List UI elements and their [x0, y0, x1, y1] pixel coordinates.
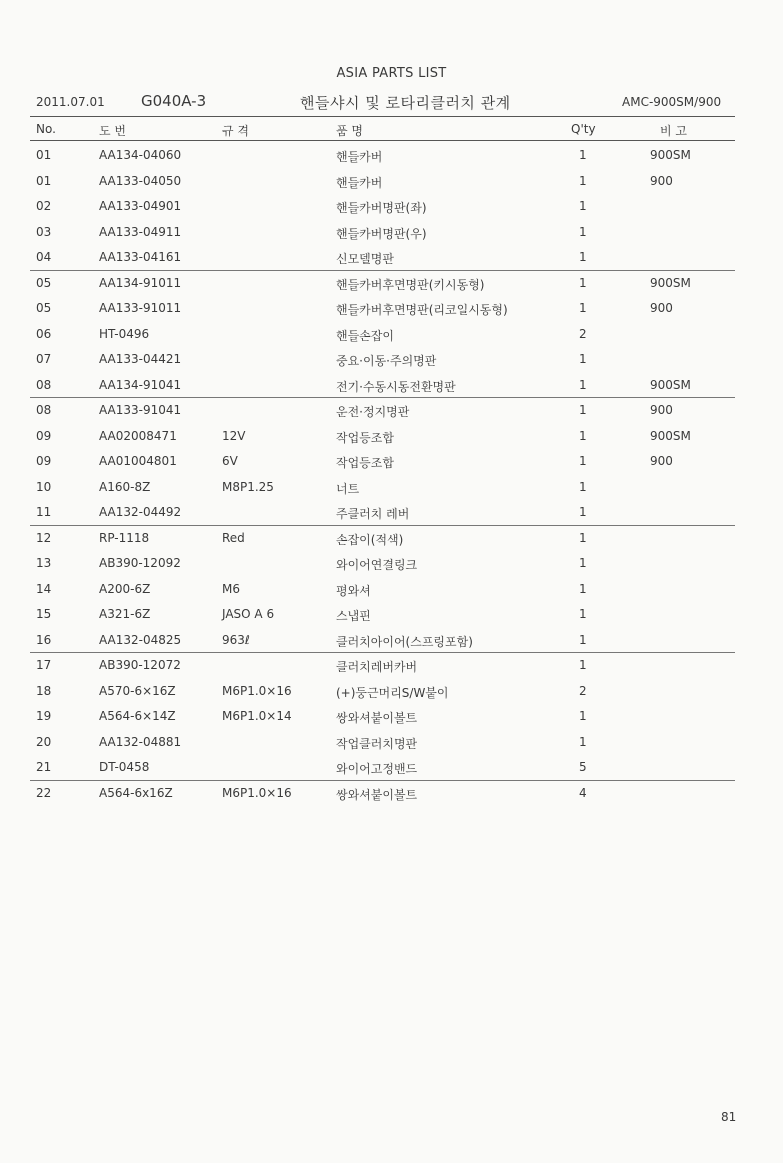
row-no-cell: 18: [36, 684, 52, 698]
row-note-cell: 900: [650, 403, 673, 417]
row-no-cell: 20: [36, 735, 52, 749]
row-name-cell: 너트: [336, 482, 360, 496]
document-date: 2011.07.01: [36, 95, 105, 109]
row-part-cell: AA133-04901: [99, 199, 182, 213]
group-divider: [30, 270, 735, 271]
row-no-cell: 08: [36, 403, 52, 417]
row-part-cell: A570-6×16Z: [99, 684, 176, 698]
row-part-cell: AA133-91011: [99, 301, 182, 315]
row-no-cell: 22: [36, 786, 52, 800]
row-spec-cell: M8P1.25: [222, 480, 274, 494]
row-no-cell: 15: [36, 607, 52, 621]
group-divider: [30, 780, 735, 781]
row-spec-cell: 6V: [222, 454, 238, 468]
row-part-cell: AA01004801: [99, 454, 177, 468]
row-qty-cell: 1: [579, 607, 587, 621]
row-part-cell: AA133-04161: [99, 250, 182, 264]
row-spec-cell: 963ℓ: [222, 633, 250, 647]
column-header-name: 품 명: [336, 124, 363, 138]
row-qty-cell: 1: [579, 480, 587, 494]
row-no-cell: 05: [36, 301, 52, 315]
row-no-cell: 07: [36, 352, 52, 366]
row-part-cell: AA133-04050: [99, 174, 182, 188]
row-no-cell: 01: [36, 174, 52, 188]
row-part-cell: A564-6×14Z: [99, 709, 176, 723]
row-qty-cell: 1: [579, 174, 587, 188]
row-qty-cell: 5: [579, 760, 587, 774]
row-no-cell: 08: [36, 378, 52, 392]
row-name-cell: 핸들손잡이: [336, 329, 394, 343]
row-name-cell: 핸들카버명판(좌): [336, 201, 427, 215]
column-header-part: 도 번: [99, 124, 126, 138]
row-qty-cell: 1: [579, 352, 587, 366]
row-qty-cell: 1: [579, 709, 587, 723]
header-rule-bottom: [30, 140, 735, 141]
row-no-cell: 09: [36, 429, 52, 443]
column-header-no: No.: [36, 122, 56, 136]
row-name-cell: 신모델명판: [336, 252, 394, 266]
row-name-cell: 핸들카버후면명판(키시동형): [336, 278, 485, 292]
row-note-cell: 900SM: [650, 429, 691, 443]
row-part-cell: AA133-04421: [99, 352, 182, 366]
row-part-cell: AA132-04881: [99, 735, 182, 749]
row-part-cell: AA133-91041: [99, 403, 182, 417]
row-part-cell: A200-6Z: [99, 582, 151, 596]
row-no-cell: 03: [36, 225, 52, 239]
row-name-cell: 클러치아이어(스프링포함): [336, 635, 473, 649]
row-part-cell: A564-6x16Z: [99, 786, 173, 800]
row-qty-cell: 1: [579, 148, 587, 162]
document-model: AMC-900SM/900: [622, 95, 722, 109]
row-part-cell: AA132-04492: [99, 505, 182, 519]
page-number: 81: [721, 1110, 737, 1124]
row-no-cell: 09: [36, 454, 52, 468]
row-spec-cell: 12V: [222, 429, 246, 443]
row-name-cell: 핸들카버: [336, 150, 383, 164]
row-part-cell: AA02008471: [99, 429, 177, 443]
row-qty-cell: 2: [579, 684, 587, 698]
row-qty-cell: 1: [579, 505, 587, 519]
row-qty-cell: 4: [579, 786, 587, 800]
row-part-cell: AA134-04060: [99, 148, 182, 162]
row-qty-cell: 1: [579, 582, 587, 596]
row-part-cell: AA132-04825: [99, 633, 182, 647]
row-qty-cell: 1: [579, 735, 587, 749]
row-name-cell: 작업등조합: [336, 431, 394, 445]
row-no-cell: 14: [36, 582, 52, 596]
row-spec-cell: Red: [222, 531, 245, 545]
row-spec-cell: M6: [222, 582, 240, 596]
row-name-cell: 클러치레버카버: [336, 660, 418, 674]
row-no-cell: 11: [36, 505, 52, 519]
row-note-cell: 900: [650, 454, 673, 468]
row-name-cell: 손잡이(적색): [336, 533, 404, 547]
row-note-cell: 900: [650, 174, 673, 188]
row-qty-cell: 1: [579, 276, 587, 290]
row-part-cell: AA134-91041: [99, 378, 182, 392]
row-name-cell: 와이어고정밴드: [336, 762, 418, 776]
document-title: ASIA PARTS LIST: [336, 66, 447, 81]
document-code: G040A-3: [141, 92, 207, 110]
row-name-cell: 작업등조합: [336, 456, 394, 470]
group-divider: [30, 397, 735, 398]
row-name-cell: 스냅핀: [336, 609, 371, 623]
row-no-cell: 04: [36, 250, 52, 264]
row-name-cell: 중요·이동·주의명판: [336, 354, 437, 368]
row-no-cell: 19: [36, 709, 52, 723]
group-divider: [30, 652, 735, 653]
row-no-cell: 17: [36, 658, 52, 672]
row-no-cell: 13: [36, 556, 52, 570]
column-header-spec: 규 격: [222, 124, 249, 138]
row-part-cell: AB390-12092: [99, 556, 181, 570]
row-qty-cell: 1: [579, 199, 587, 213]
row-part-cell: AA133-04911: [99, 225, 182, 239]
row-part-cell: A160-8Z: [99, 480, 151, 494]
row-part-cell: AB390-12072: [99, 658, 181, 672]
row-name-cell: 와이어연결링크: [336, 558, 418, 572]
row-no-cell: 06: [36, 327, 52, 341]
row-note-cell: 900: [650, 301, 673, 315]
row-qty-cell: 1: [579, 556, 587, 570]
row-part-cell: DT-0458: [99, 760, 150, 774]
row-name-cell: 핸들카버후면명판(리코일시동형): [336, 303, 508, 317]
row-qty-cell: 1: [579, 633, 587, 647]
row-name-cell: (+)둥근머리S/W붙이: [336, 686, 449, 700]
row-qty-cell: 2: [579, 327, 587, 341]
row-spec-cell: M6P1.0×16: [222, 684, 292, 698]
row-part-cell: RP-1118: [99, 531, 150, 545]
row-name-cell: 핸들카버: [336, 176, 383, 190]
row-no-cell: 10: [36, 480, 52, 494]
row-part-cell: AA134-91011: [99, 276, 182, 290]
row-name-cell: 핸들카버명판(우): [336, 227, 427, 241]
row-qty-cell: 1: [579, 531, 587, 545]
column-header-note: 비 고: [660, 124, 687, 138]
row-spec-cell: M6P1.0×14: [222, 709, 292, 723]
row-qty-cell: 1: [579, 658, 587, 672]
row-part-cell: HT-0496: [99, 327, 150, 341]
row-note-cell: 900SM: [650, 276, 691, 290]
row-name-cell: 쌍와셔붙이볼트: [336, 711, 418, 725]
group-divider: [30, 525, 735, 526]
row-qty-cell: 1: [579, 301, 587, 315]
row-name-cell: 평와셔: [336, 584, 371, 598]
row-qty-cell: 1: [579, 429, 587, 443]
row-no-cell: 16: [36, 633, 52, 647]
row-no-cell: 05: [36, 276, 52, 290]
header-rule-top: [30, 116, 735, 117]
document-subtitle: 핸들샤시 및 로타리클러치 관계: [300, 94, 511, 112]
row-note-cell: 900SM: [650, 378, 691, 392]
row-name-cell: 쌍와셔붙이볼트: [336, 788, 418, 802]
row-spec-cell: JASO A 6: [222, 607, 275, 621]
row-no-cell: 01: [36, 148, 52, 162]
row-qty-cell: 1: [579, 250, 587, 264]
row-no-cell: 02: [36, 199, 52, 213]
row-name-cell: 전기·수동시동전환명판: [336, 380, 456, 394]
row-name-cell: 운전·정지명판: [336, 405, 410, 419]
row-no-cell: 12: [36, 531, 52, 545]
row-spec-cell: M6P1.0×16: [222, 786, 292, 800]
row-no-cell: 21: [36, 760, 52, 774]
row-part-cell: A321-6Z: [99, 607, 151, 621]
row-name-cell: 주클러치 레버: [336, 507, 410, 521]
row-qty-cell: 1: [579, 454, 587, 468]
row-note-cell: 900SM: [650, 148, 691, 162]
row-qty-cell: 1: [579, 225, 587, 239]
row-name-cell: 작업클러치명판: [336, 737, 418, 751]
column-header-qty: Q'ty: [571, 122, 596, 136]
row-qty-cell: 1: [579, 403, 587, 417]
row-qty-cell: 1: [579, 378, 587, 392]
